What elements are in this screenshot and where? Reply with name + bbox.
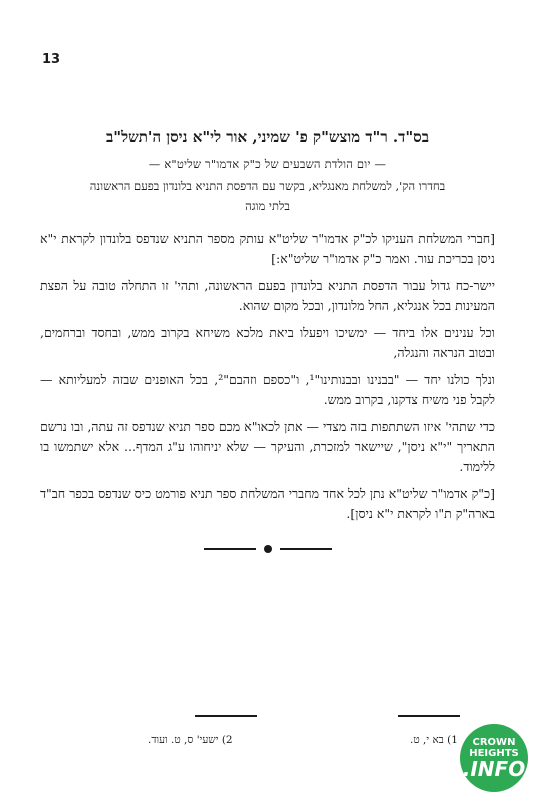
section-divider-ornament [0,545,535,553]
watermark-line2: HEIGHTS [469,747,519,759]
paragraph: [חברי המשלחת העניקו לכ"ק אדמו"ר שליט"א עותק מספר התניא שנדפס בלונדון לקראת י"א ניסן בכריכת עור. ואמר כ"ק אדמו"ר שליט"א:] [40,231,495,266]
paragraph: ונלך כולנו יחד — "בבנינו ובבנותינו"¹, ו"כספם וזהבם"², בכל האופנים שבזה למעליותא — לקבל פני משיח צדקנו, בקרוב ממש. [40,372,495,407]
watermark-line3: .INFO [462,756,526,781]
divider-dot [264,545,272,553]
page-subtitle-context: בחדרו הק', למשלחת מאנגליא, בקשר עם הדפסת התניא בלונדון בפעם הראשונה [89,179,446,193]
divider-line [280,548,332,550]
crownheights-watermark-logo [460,724,528,792]
paragraph: כדי שתהי' איזו השתתפות בזה מצדי — אתן לכאו"א מכם ספר תניא שנדפס זה עתה, ובו נרשם התאריך "י"א ניסן", שיישאר למזכרת, והעיקר — שלא יניחוהו ע"ג המדף... אלא ישתמשו בו ללימוד. [40,419,495,474]
divider-line [204,548,256,550]
paragraph: [כ"ק אדמו"ר שליט"א נתן לכל אחד מחברי המשלחת ספר תניא פורמט כיס שנדפס בכפר חב"ד בארה"ק ת"ו לקראת י"א ניסן]. [40,486,495,521]
paragraph: וכל ענינים אלו ביחד — ימשיכו ויפעלו ביאת מלכא משיחא בקרוב ממש, ובחסד וברחמים, ובטוב הנראה והנגלה, [40,325,495,360]
paragraph: יישר-כח גדול עבור הדפסת התניא בלונדון בפעם הראשונה, ותהי' זו התחלה טובה על הפצת המעינות בכל אנגליא, החל מלונדון, ובכל מקום שהוא. [40,278,495,313]
footnote-rule [195,715,257,717]
footnote-1: 1) בא י, ט. [410,734,458,746]
page-title: בס"ד. ר"ד מוצש"ק פ' שמיני, אור לי"א ניסן ה'תשל"ב [106,128,429,146]
page-number: 13 [42,52,61,67]
watermark-line1: CROWN [472,736,516,748]
page-subtitle: — יום הולדת השבעים של כ"ק אדמו"ר שליט"א — [148,157,387,171]
footnote-rule [398,715,460,717]
unedited-note: בלתי מוגה [245,199,290,213]
document-body [40,128,495,531]
footnote-2: 2) ישעי' ס, ט. ועוד. [148,734,233,746]
